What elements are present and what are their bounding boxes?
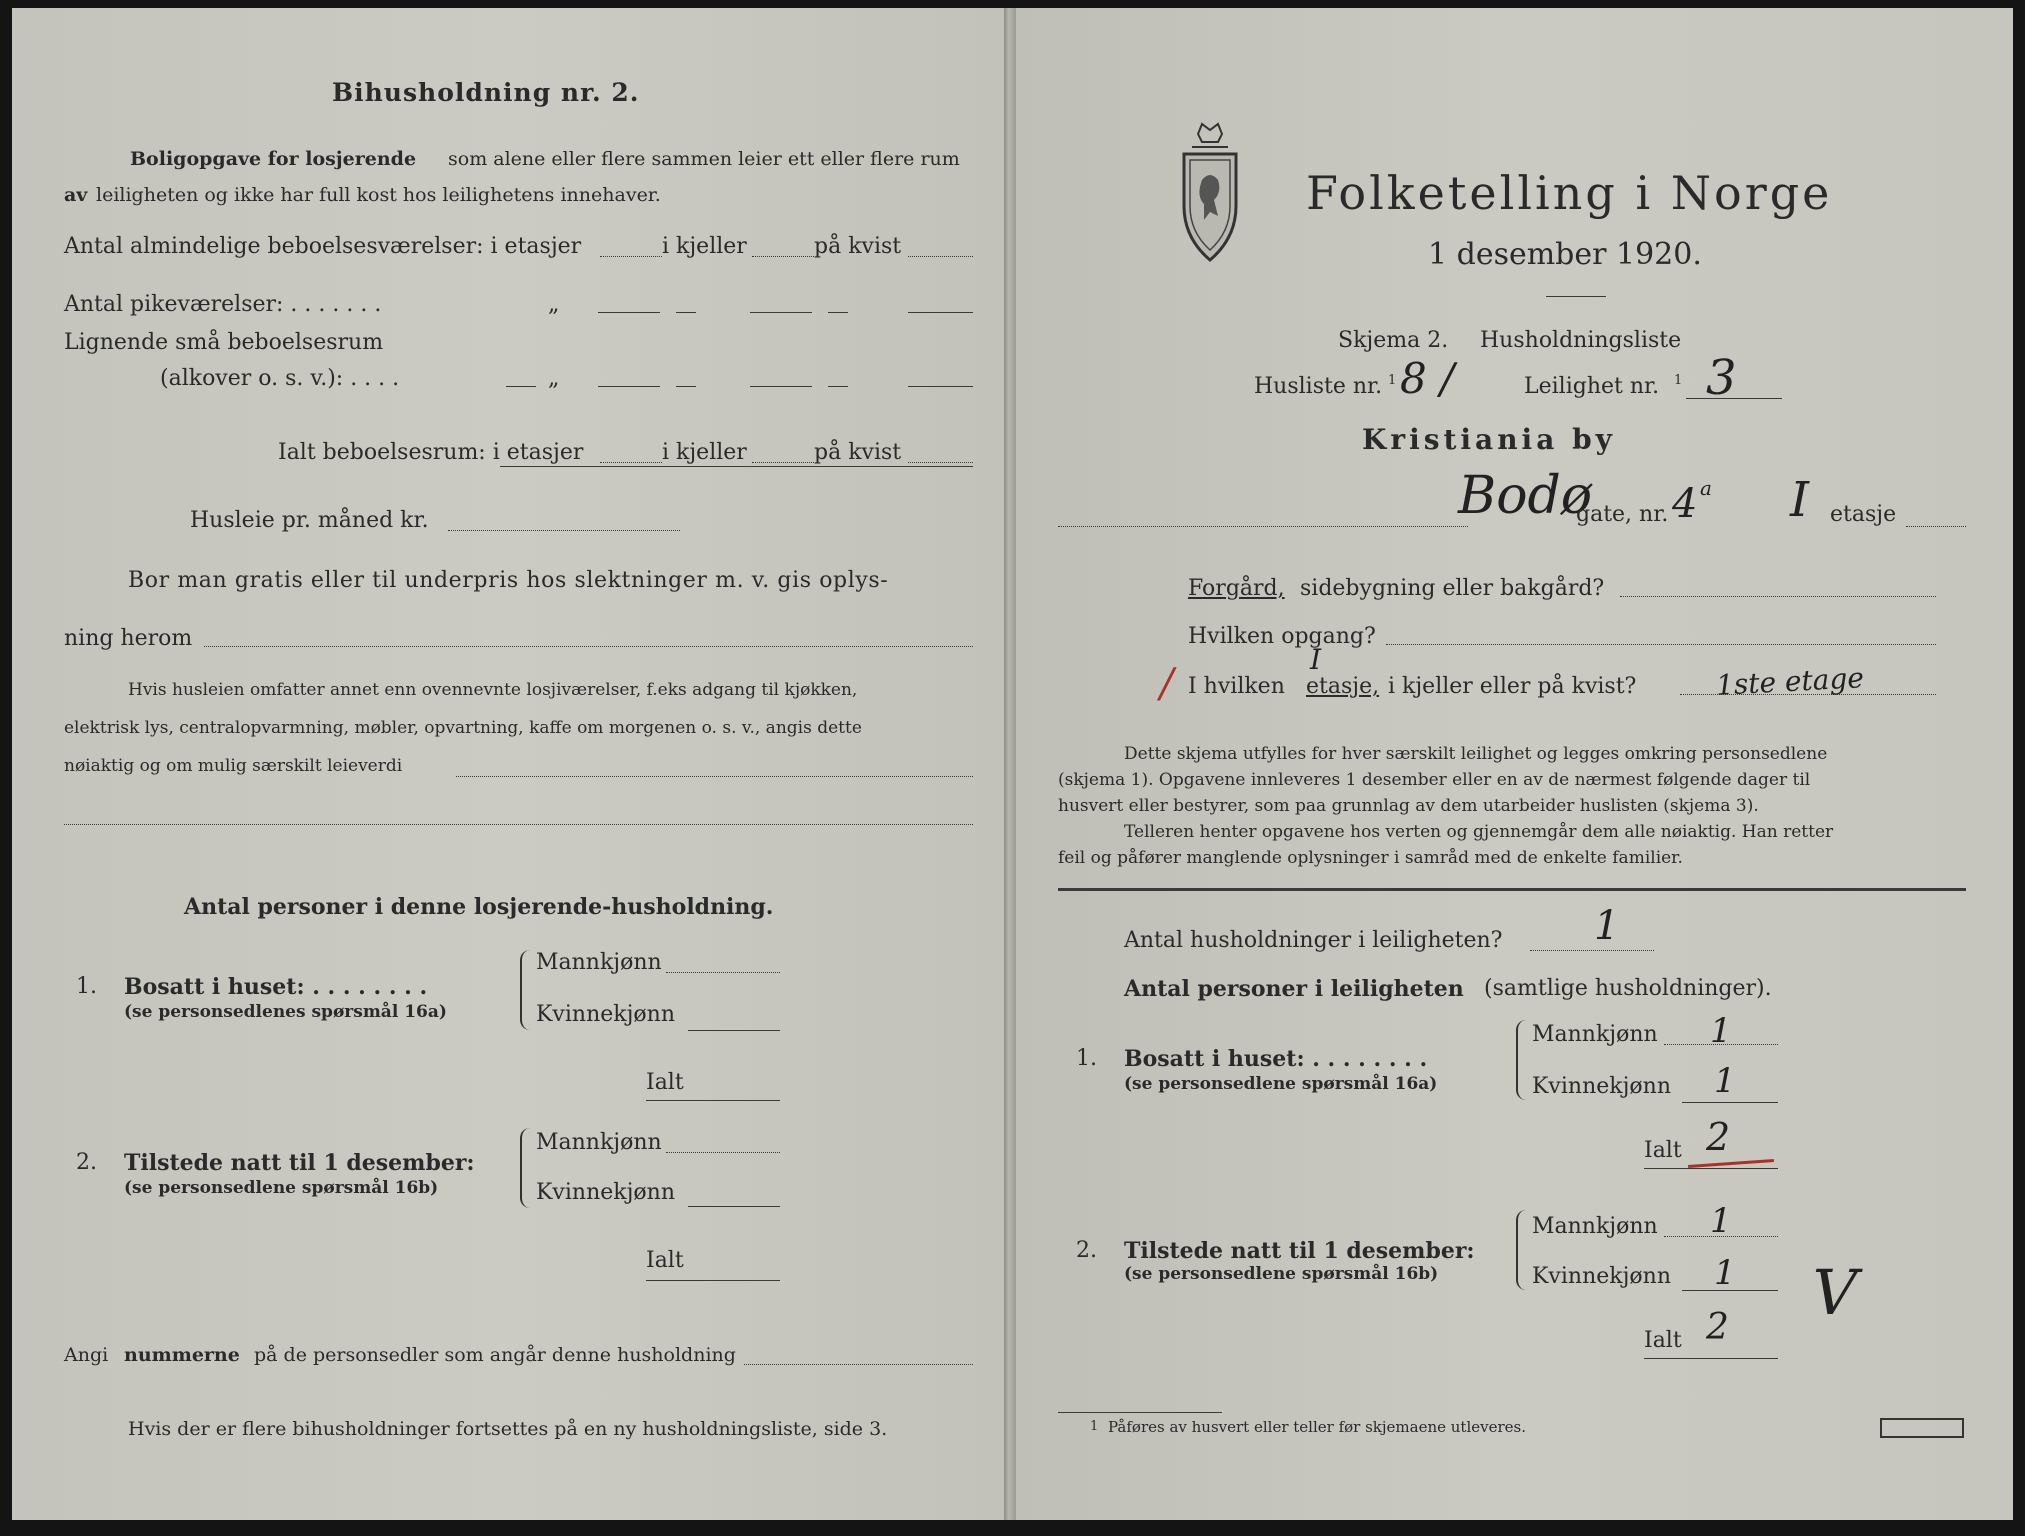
- dette-text-3: husvert eller bestyrer, som paa grunnlag av dem utarbeider huslisten (skjema 3).: [1058, 796, 1759, 816]
- left-q2-sub: (se personsedlene spørsmål 16b): [124, 1178, 439, 1198]
- pike-kvist-field[interactable]: [908, 312, 973, 313]
- footnote-sup: 1: [1090, 1419, 1099, 1434]
- angi-text-1: Angi: [64, 1344, 109, 1366]
- leilighet-value: 3: [1706, 350, 1737, 406]
- husholdningsliste-label: Husholdningsliste: [1480, 328, 1682, 353]
- dash: [506, 386, 536, 387]
- hvilken-etasje-label: I hvilken: [1188, 674, 1285, 699]
- alm-kjeller-label: i kjeller: [662, 234, 747, 259]
- street-name-handwritten: Bodø: [1458, 466, 1593, 526]
- alm-kvist-field[interactable]: [908, 256, 973, 257]
- bor-field[interactable]: [204, 646, 973, 647]
- angi-text-2: på de personsedler som angår denne husholdning: [254, 1344, 736, 1366]
- husliste-sup: 1: [1388, 373, 1397, 388]
- leilighet-label: Leilighet nr.: [1524, 374, 1660, 399]
- alm-kjeller-field[interactable]: [752, 256, 814, 257]
- opgang-label: Hvilken opgang?: [1188, 624, 1376, 649]
- left-q1-sub: (se personsedlenes spørsmål 16a): [124, 1002, 447, 1022]
- skjema-label: Skjema 2.: [1338, 328, 1449, 353]
- dash: [828, 386, 848, 387]
- right-q1-kvinne-label: Kvinnekjønn: [1532, 1074, 1671, 1099]
- antal-almindelige-label: Antal almindelige beboelsesværelser: i etasjer: [64, 234, 582, 259]
- left-q2-kvinne-field[interactable]: [688, 1206, 780, 1207]
- footnote-text: Påføres av husvert eller teller før skjemaene utleveres.: [1108, 1418, 1526, 1436]
- lignende-label-2: (alkover o. s. v.): . . . .: [160, 366, 400, 391]
- forgaard-label: Forgård,: [1188, 576, 1285, 601]
- ialt-rum-label: Ialt beboelsesrum: i etasjer: [278, 440, 584, 465]
- right-q2-sub: (se personsedlene spørsmål 16b): [1124, 1264, 1439, 1284]
- left-q2-number: 2.: [76, 1150, 97, 1175]
- check-mark: V: [1804, 1256, 1865, 1329]
- right-q2-mann-value: 1: [1710, 1201, 1732, 1241]
- separator-dotted: [64, 824, 973, 825]
- pike-etasjer-field[interactable]: [598, 312, 660, 313]
- left-q2-brace: [520, 1128, 532, 1208]
- alm-kvist-label: på kvist: [814, 234, 902, 259]
- bor-text-2: ning herom: [64, 626, 193, 651]
- dash: [676, 386, 696, 387]
- left-footer: Hvis der er flere bihusholdninger fortsettes på en ny husholdningsliste, side 3.: [128, 1418, 888, 1440]
- lignende-label-1: Lignende små beboelsesrum: [64, 330, 384, 355]
- dash: [828, 312, 848, 313]
- left-q2-mann-field[interactable]: [666, 1152, 780, 1153]
- ialt-kjeller-field[interactable]: [752, 462, 814, 463]
- right-q2-number: 2.: [1076, 1238, 1097, 1263]
- bor-text-1: Bor man gratis eller til underpris hos slektninger m. v. gis oplys-: [128, 568, 889, 593]
- right-q1-brace: [1516, 1020, 1528, 1100]
- hvis-text-3: nøiaktig og om mulig særskilt leieverdi: [64, 756, 403, 776]
- right-q1-sub: (se personsedlene spørsmål 16a): [1124, 1074, 1438, 1094]
- etasje-roman-numeral: I: [1310, 643, 1322, 676]
- lignende-kjeller-field[interactable]: [750, 386, 812, 387]
- right-q2-brace: [1516, 1210, 1528, 1290]
- etasje-label: etasje: [1830, 502, 1897, 527]
- husleie-field[interactable]: [448, 530, 680, 531]
- right-q1-ialt-label: Ialt: [1644, 1138, 1682, 1163]
- left-q1-number: 1.: [76, 974, 97, 999]
- right-q2-ialt-field[interactable]: [1644, 1358, 1778, 1359]
- right-q2-mann-label: Mannkjønn: [1532, 1214, 1658, 1239]
- right-q1-mann-value: 1: [1710, 1011, 1732, 1051]
- etasje-field[interactable]: [1906, 526, 1966, 527]
- ialt-kvist-label: på kvist: [814, 440, 902, 465]
- left-q2-mann-label: Mannkjønn: [536, 1130, 662, 1155]
- hvilken-etasje-underlined: etasje,: [1306, 674, 1380, 699]
- ialt-underline: [500, 466, 973, 467]
- husliste-value: 8 /: [1400, 354, 1455, 403]
- intro-rest-2: leiligheten og ikke har full kost hos leilighetens innehaver.: [96, 184, 661, 206]
- antal-personer-bold: Antal personer i leiligheten: [1124, 976, 1464, 1002]
- leilighet-field[interactable]: [1686, 398, 1782, 399]
- norwegian-coat-of-arms-icon: [1180, 120, 1240, 266]
- hvis-text-2: elektrisk lys, centralopvarmning, møbler, opvartning, kaffe om morgenen o. s. v., angis dette: [64, 718, 862, 738]
- lignende-kvist-field[interactable]: [908, 386, 973, 387]
- left-q1-ialt-field[interactable]: [646, 1100, 780, 1101]
- lignende-etasjer-field[interactable]: [598, 386, 660, 387]
- left-q2-ialt-label: Ialt: [646, 1248, 684, 1273]
- footnote-rule: [1058, 1412, 1222, 1413]
- left-q1-ialt-label: Ialt: [646, 1070, 684, 1095]
- antal-husholdninger-value: 1: [1594, 903, 1620, 949]
- intro-rest-1: som alene eller flere sammen leier ett eller flere rum: [448, 148, 960, 170]
- etasje-handwritten: I: [1790, 472, 1809, 528]
- right-q2-label: Tilstede natt til 1 desember:: [1124, 1238, 1475, 1264]
- angi-bold: nummerne: [124, 1344, 240, 1366]
- right-q2-ialt-value: 2: [1706, 1307, 1729, 1348]
- leieverdi-field[interactable]: [456, 776, 973, 777]
- hvis-text-1: Hvis husleien omfatter annet enn ovennevnte losjiværelser, f.eks adgang til kjøkken,: [128, 680, 858, 700]
- leilighet-sup: 1: [1674, 373, 1683, 388]
- right-q1-number: 1.: [1076, 1046, 1097, 1071]
- right-title: Folketelling i Norge: [1306, 166, 1833, 220]
- census-date: 1 desember 1920.: [1428, 237, 1702, 272]
- right-q2-kvinne-label: Kvinnekjønn: [1532, 1264, 1671, 1289]
- ialt-etasjer-field[interactable]: [600, 462, 662, 463]
- right-q2-kvinne-value: 1: [1714, 1253, 1736, 1293]
- left-q1-mann-field[interactable]: [666, 972, 780, 973]
- right-q1-mann-label: Mannkjønn: [1532, 1022, 1658, 1047]
- left-q1-label: Bosatt i huset: . . . . . . . .: [124, 974, 428, 1000]
- ialt-kvist-field[interactable]: [908, 462, 973, 463]
- house-number-sup: a: [1700, 476, 1712, 500]
- left-q2-ialt-field[interactable]: [646, 1280, 780, 1281]
- etasje-answer: 1ste etage: [1715, 661, 1865, 702]
- right-q1-kvinne-field[interactable]: [1682, 1102, 1778, 1103]
- husliste-label: Husliste nr.: [1254, 374, 1383, 399]
- dette-text-2: (skjema 1). Opgavene innleveres 1 desember eller en av de nærmest følgende dager til: [1058, 770, 1811, 790]
- city-label: Kristiania by: [1362, 423, 1616, 456]
- right-q1-label: Bosatt i huset: . . . . . . . .: [1124, 1046, 1428, 1072]
- left-q1-kvinne-label: Kvinnekjønn: [536, 1002, 675, 1027]
- antal-husholdninger-label: Antal husholdninger i leiligheten?: [1124, 928, 1503, 953]
- telleren-text-2: feil og påfører manglende oplysninger i samråd med de enkelte familier.: [1058, 848, 1683, 868]
- antal-personer-heading: Antal personer i denne losjerende-husholdning.: [184, 894, 774, 920]
- intro-av: av: [64, 184, 88, 206]
- ditto-mark: „: [548, 292, 560, 317]
- right-q2-ialt-label: Ialt: [1644, 1328, 1682, 1353]
- husleie-label: Husleie pr. måned kr.: [190, 508, 429, 533]
- left-q1-brace: [520, 950, 532, 1030]
- antal-husholdninger-field[interactable]: [1530, 950, 1654, 951]
- intro-bold: Boligopgave for losjerende: [130, 148, 417, 170]
- forgaard-rest: sidebygning eller bakgård?: [1300, 576, 1605, 601]
- right-q1-ialt-value: 2: [1706, 1115, 1731, 1159]
- dash: [676, 312, 696, 313]
- pike-kjeller-field[interactable]: [750, 312, 812, 313]
- section-rule: [1058, 888, 1966, 891]
- dette-text-1: Dette skjema utfylles for hver særskilt leilighet og legges omkring personsedlene: [1124, 744, 1828, 764]
- telleren-text-1: Telleren henter opgavene hos verten og gjennemgår dem alle nøiaktig. Han retter: [1124, 822, 1834, 842]
- angi-field[interactable]: [744, 1364, 973, 1365]
- ditto-mark: „: [548, 366, 560, 391]
- printer-stamp: [1880, 1418, 1964, 1438]
- red-tick-mark: /: [1160, 661, 1174, 707]
- forgaard-field[interactable]: [1620, 596, 1936, 597]
- street-field[interactable]: [1058, 526, 1468, 527]
- hvilken-etasje-rest: i kjeller eller på kvist?: [1388, 674, 1637, 699]
- page-spine: [1004, 8, 1016, 1520]
- right-page: [1012, 8, 2013, 1520]
- gate-nr-label: gate, nr.: [1576, 502, 1669, 527]
- left-q1-mann-label: Mannkjønn: [536, 950, 662, 975]
- right-q1-ialt-field[interactable]: [1644, 1168, 1778, 1169]
- title-rule: [1546, 296, 1606, 297]
- left-q2-label: Tilstede natt til 1 desember:: [124, 1150, 475, 1176]
- house-number: 4: [1672, 481, 1698, 527]
- opgang-field[interactable]: [1386, 644, 1936, 645]
- left-title: Bihusholdning nr. 2.: [332, 78, 640, 107]
- alm-etasjer-field[interactable]: [600, 256, 662, 257]
- left-q2-kvinne-label: Kvinnekjønn: [536, 1180, 675, 1205]
- right-q1-kvinne-value: 1: [1714, 1061, 1736, 1101]
- ialt-kjeller-label: i kjeller: [662, 440, 747, 465]
- antal-pike-label: Antal pikeværelser: . . . . . . .: [64, 292, 382, 317]
- antal-personer-rest: (samtlige husholdninger).: [1484, 976, 1772, 1001]
- left-q1-kvinne-field[interactable]: [688, 1030, 780, 1031]
